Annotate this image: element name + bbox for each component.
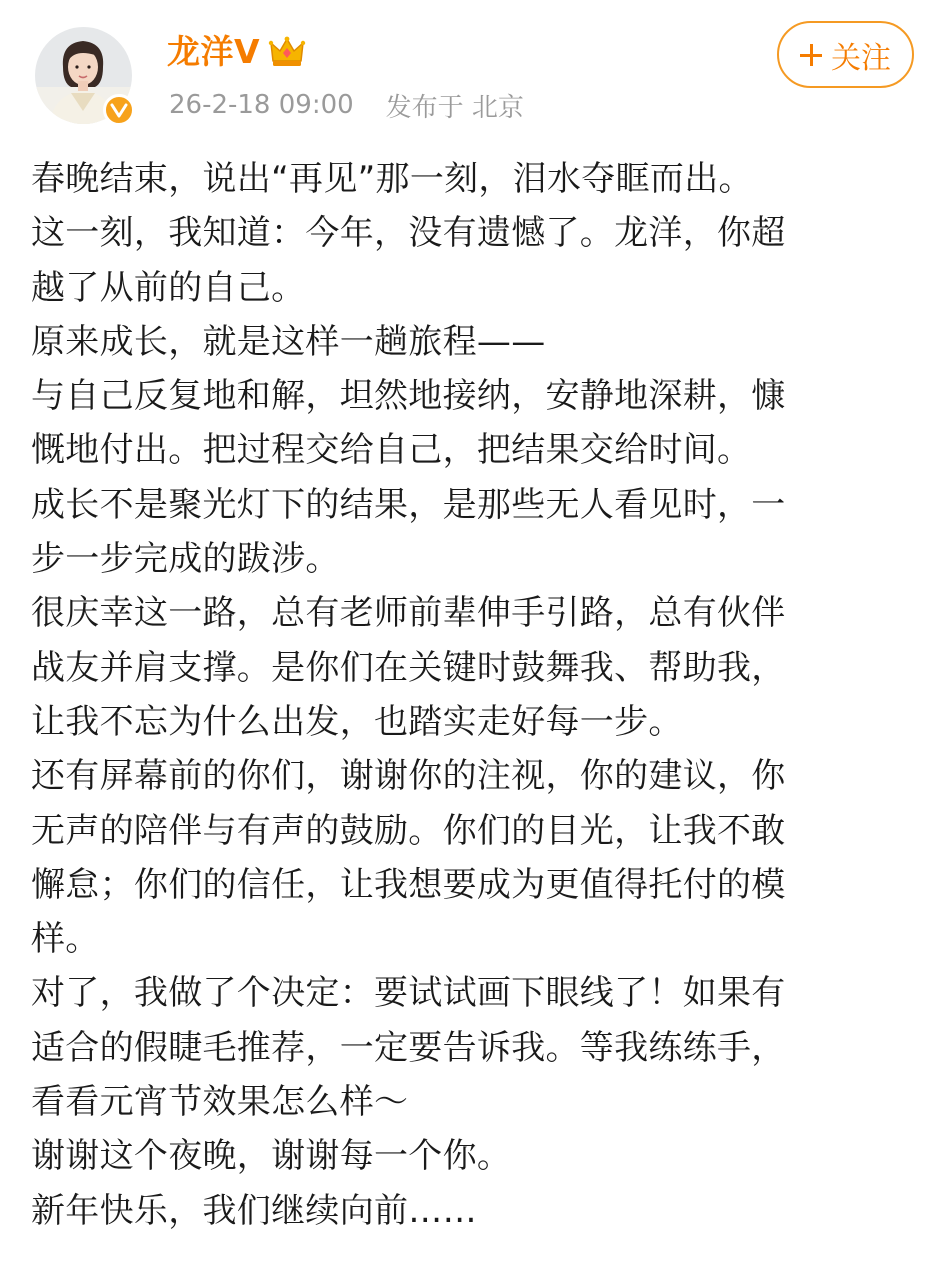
post-line: 这一刻，我知道：今年，没有遗憾了。龙洋，你超 [31,213,786,254]
post-line: 谢谢这个夜晚，谢谢每一个你。 [31,1136,512,1177]
post-header [0,0,947,140]
post-line: 战友并肩支撑。是你们在关键时鼓舞我、帮助我， [31,647,786,688]
post-line: 懈怠；你们的信任，让我想要成为更值得托付的模 [31,864,786,905]
crown-icon [268,33,306,71]
post-line: 原来成长，就是这样一趟旅程—— [31,321,546,362]
author-name[interactable]: 龙洋V [167,32,261,71]
post-location: 发布于 北京 [385,92,524,123]
follow-button-label: 关注 [831,40,891,76]
post-time: 26-2-18 09:00 [169,90,354,120]
post-line: 成长不是聚光灯下的结果，是那些无人看见时，一 [31,484,786,525]
follow-button[interactable] [777,21,914,88]
post-line: 还有屏幕前的你们，谢谢你的注视，你的建议，你 [31,756,786,797]
post-line: 让我不忘为什么出发，也踏实走好每一步。 [31,701,683,742]
author-row [167,30,306,74]
post-line: 样。 [31,919,100,960]
verified-v-icon [103,94,135,126]
post-line: 对了，我做了个决定：要试试画下眼线了！如果有 [31,973,786,1014]
post-line: 很庆幸这一路，总有老师前辈伸手引路，总有伙伴 [31,593,786,634]
plus-icon [800,44,822,66]
post-line: 春晚结束，说出“再见”那一刻，泪水夺眶而出。 [31,159,753,199]
post-line: 新年快乐，我们继续向前…… [31,1190,477,1231]
post-line: 步一步完成的跋涉。 [31,539,340,580]
post-line: 与自己反复地和解，坦然地接纳，安静地深耕，慷 [31,376,786,417]
post-meta [169,86,524,124]
post-line: 适合的假睫毛推荐，一定要告诉我。等我练练手， [31,1027,786,1068]
post-line: 无声的陪伴与有声的鼓励。你们的目光，让我不敢 [31,810,786,851]
post-content [31,152,911,1238]
post-line: 慨地付出。把过程交给自己，把结果交给时间。 [31,430,752,471]
post-line: 越了从前的自己。 [31,267,306,308]
post-line: 看看元宵节效果怎么样～ [31,1082,409,1123]
